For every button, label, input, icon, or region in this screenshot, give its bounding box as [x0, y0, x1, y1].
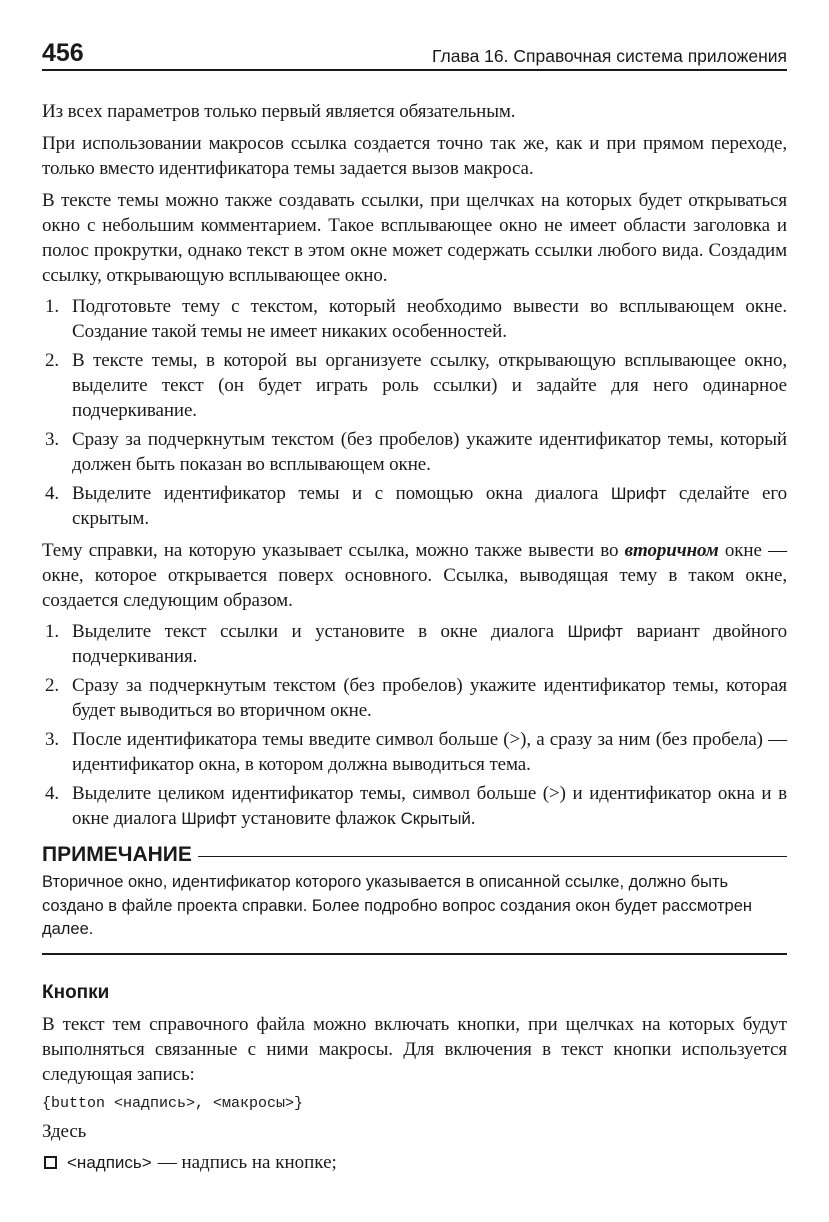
paragraph: При использовании макросов ссылка создается точно так же, как и при прямом переходе, только вместо идентификатора темы задается вызов макроса. — [42, 133, 787, 179]
list-item-text: Подготовьте тему с текстом, который необходимо вывести во всплывающем окне. Создание такой темы не имеет никаких особенностей. — [72, 296, 787, 342]
list-item-text: сделайте его скрытым. — [72, 483, 787, 529]
note-box — [42, 843, 787, 955]
list-item — [42, 673, 787, 723]
list-number: 2. — [45, 350, 60, 371]
list-item-text: Сразу за подчеркнутым текстом (без пробелов) укажите идентификатор темы, который должен быть показан во всплывающем окне. — [72, 429, 787, 475]
code-line: {button <надпись>, <макросы>} — [42, 1094, 304, 1112]
bullet-term: <надпись> — [67, 1152, 152, 1172]
note-rule — [198, 856, 787, 857]
square-bullet-icon — [44, 1156, 57, 1169]
dialog-name: Шрифт — [181, 809, 237, 828]
section-title: Кнопки — [42, 981, 110, 1003]
list-item — [42, 727, 787, 777]
checkbox-name: Скрытый — [400, 809, 471, 828]
chapter-title: Глава 16. Справочная система приложения — [432, 46, 787, 66]
list-number: 1. — [45, 621, 60, 642]
page-number: 456 — [42, 39, 84, 67]
list-number: 4. — [45, 783, 60, 804]
numbered-list-secondary — [42, 619, 787, 831]
list-item — [42, 481, 787, 531]
note-header — [42, 843, 787, 867]
bullet-text: — надпись на кнопке; — [157, 1151, 337, 1173]
note-title: ПРИМЕЧАНИЕ — [42, 843, 192, 866]
note-text: Вторичное окно, идентификатор которого указывается в описанной ссылке, должно быть создано в файле проекта справки. Более подробно вопрос создания окон будет рассмотрен далее. — [42, 873, 753, 938]
list-item — [42, 348, 787, 423]
list-item-text: После идентификатора темы введите символ больше (>), а сразу за ним (без пробела) — идентификатор окна, в котором должна выводиться тема. — [72, 729, 787, 775]
list-item-text: . — [470, 808, 476, 829]
list-number: 3. — [45, 729, 60, 750]
dialog-name: Шрифт — [610, 484, 667, 503]
paragraph: В тексте темы можно также создавать ссылки, при щелчках на которых будет открываться окно с небольшим комментарием. Такое всплывающее окно не имеет области заголовка и полос прокрутки, однако текст в этом окне может содержать ссылки любого вида. Создадим ссылку, открывающую всплывающее окно. — [42, 190, 787, 286]
emphasis: вторичном — [624, 540, 719, 561]
paragraph: Из всех параметров только первый является обязательным. — [42, 101, 516, 122]
book-page — [42, 36, 787, 1175]
page-header — [42, 36, 787, 71]
list-item-text: Выделите идентификатор темы и с помощью окна диалога — [72, 483, 611, 504]
paragraph-text: окне — окне, которое открывается поверх основного. Ссылка, выводящая тему в таком окне, создается следующим образом. — [42, 540, 788, 611]
list-item — [42, 427, 787, 477]
list-item-text: вариант двойного подчеркивания. — [72, 621, 787, 667]
list-item-text: Выделите текст ссылки и установите в окне диалога — [72, 621, 568, 642]
paragraph-text: Тему справки, на которую указывает ссылка, можно также вывести во — [42, 540, 625, 561]
numbered-list-popup — [42, 294, 787, 531]
list-number: 2. — [45, 675, 60, 696]
list-number: 3. — [45, 429, 60, 450]
paragraph: Здесь — [42, 1120, 87, 1142]
dialog-name: Шрифт — [567, 622, 623, 641]
list-item-text: Выделите целиком идентификатор темы, символ больше (>) и идентификатор окна и в окне диалога — [72, 783, 787, 829]
list-number: 1. — [45, 296, 60, 317]
list-item — [42, 781, 787, 831]
list-item — [42, 294, 787, 344]
list-number: 4. — [45, 483, 60, 504]
paragraph — [42, 538, 787, 613]
paragraph: В текст тем справочного файла можно включать кнопки, при щелчках на которых будут выполняться связанные с ними макросы. Для включения в текст кнопки используется следующая запись: — [42, 1013, 787, 1085]
bullet-item — [42, 1150, 787, 1175]
list-item-text: Сразу за подчеркнутым текстом (без пробелов) укажите идентификатор темы, которая будет выводиться во вторичном окне. — [72, 675, 787, 721]
list-item-text: установите флажок — [236, 808, 401, 829]
list-item-text: В тексте темы, в которой вы организуете ссылку, открывающую всплывающее окно, выделите текст (он будет играть роль ссылки) и задайте для него одинарное подчеркивание. — [72, 350, 787, 421]
list-item — [42, 619, 787, 669]
